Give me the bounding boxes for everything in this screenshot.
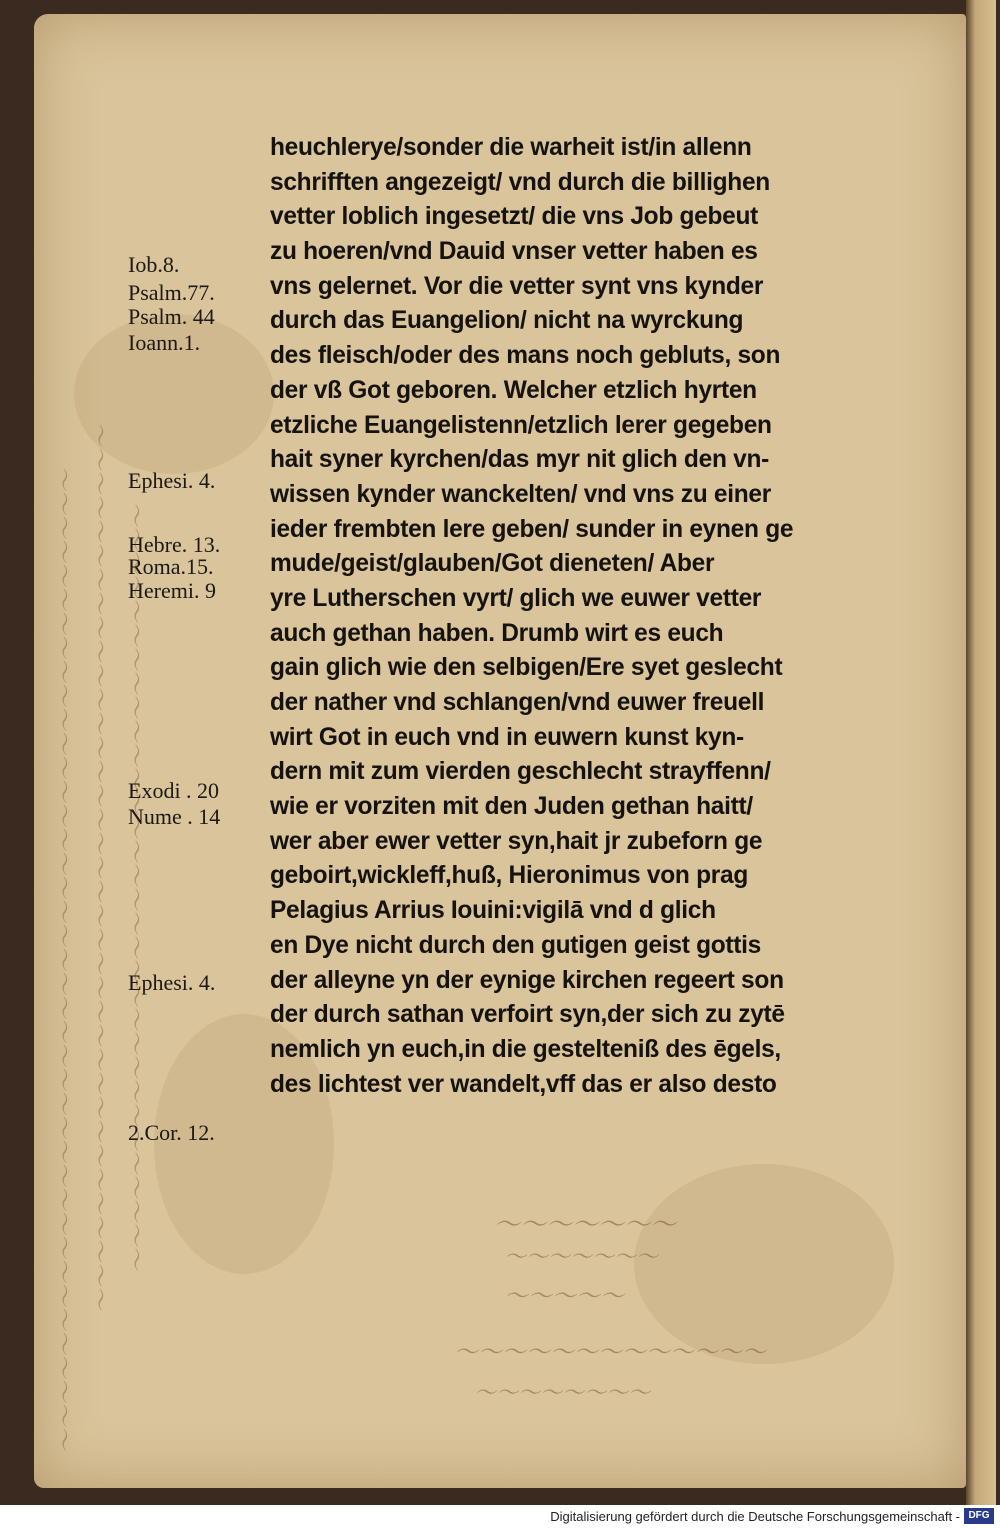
body-text — [270, 130, 882, 1101]
handwritten-bottom-annotation: ～～～～～ — [504, 1282, 624, 1310]
text-line: wer aber ewer vetter syn,hait jr zubeforn ge — [270, 826, 763, 855]
text-line: schrifften angezeigt/ vnd durch die billighen — [270, 167, 770, 196]
margin-note: Psalm.77. — [128, 280, 215, 305]
text-line: des lichtest ver wandelt,vff das er also desto — [270, 1069, 777, 1098]
text-line: hait syner kyrchen/das myr nit glich den vn- — [270, 445, 770, 474]
text-line: etzliche Euangelistenn/etzlich lerer gegeben — [270, 410, 772, 439]
text-line: geboirt,wickleff,huß, Hieronimus von prag — [270, 861, 748, 890]
handwritten-bottom-annotation: ～～～～～～～ — [504, 1245, 659, 1270]
margin-note: 2.Cor. 12. — [128, 1120, 215, 1145]
handwritten-bottom-annotation: ～～～～～～～～ — [474, 1381, 651, 1406]
footer-bar — [0, 1505, 1000, 1529]
margin-note: Hebre. 13. — [128, 532, 221, 557]
dfg-logo[interactable]: DFG — [964, 1508, 994, 1524]
text-line: der nather vnd schlangen/vnd euwer freuell — [270, 688, 765, 716]
text-line: wie er vorziten mit den Juden gethan haitt/ — [270, 792, 753, 821]
margin-note: Ephesi. 4. — [128, 468, 216, 493]
text-line: en Dye nicht durch den gutigen geist gottis — [270, 930, 762, 959]
text-line: der durch sathan verfoirt syn,der sich zu zytē — [270, 1000, 785, 1029]
margin-note: Exodi . 20 — [128, 778, 220, 803]
margin-note: Heremi. 9 — [128, 578, 216, 603]
margin-note: Ephesi. 4. — [128, 970, 216, 995]
facing-page-edge — [966, 0, 996, 1505]
text-line: wirt Got in euch vnd in euwern kunst kyn- — [270, 722, 744, 751]
handwritten-margin-annotation: ～～～～～～～～～～～～～～～～～～～～～～～～～～～～～～～～～～～～～～～～～ — [52, 470, 80, 1454]
text-line: Pelagius Arrius Iouini:vigilā vnd d glich — [270, 896, 716, 925]
margin-note: Iob.8. — [128, 252, 180, 277]
text-line: ieder frembten lere geben/ sunder in eynen ge — [270, 514, 794, 543]
text-line: des fleisch/oder des mans noch gebluts, son — [270, 341, 781, 370]
text-line: yre Lutherschen vyrt/ glich we euwer vetter — [270, 583, 762, 612]
text-line: der alleyne yn der eynige kirchen regeert son — [270, 965, 784, 994]
text-line: durch das Euangelion/ nicht na wyrckung — [270, 306, 744, 335]
handwritten-margin-annotation: ～～～～～～～～～～～～～～～～～～～～～～～～～～～～～～～～ — [124, 506, 152, 1274]
text-line: heuchlerye/sonder die warheit ist/in allenn — [270, 133, 752, 161]
handwritten-bottom-annotation: ～～～～～～～ — [494, 1210, 677, 1240]
text-line: vns gelernet. Vor die vetter synt vns kynder — [270, 271, 764, 300]
funding-credit: Digitalisierung gefördert durch die Deutsche Forschungsgemeinschaft - — [550, 1509, 960, 1524]
margin-notes — [128, 244, 268, 1224]
handwritten-margin-annotation: ～～～～～～～～～～～～～～～～～～～～～～～～～～～～～～～～～～～～～ — [88, 426, 116, 1314]
text-line: mude/geist/glauben/Got dieneten/ Aber — [270, 549, 715, 578]
text-line: gain glich wie den selbigen/Ere syet geslecht — [270, 653, 783, 682]
margin-note: Psalm. 44 — [128, 304, 215, 329]
text-line: dern mit zum vierden geschlecht strayffenn/ — [270, 757, 771, 786]
text-line: wissen kynder wanckelten/ vnd vns zu einer — [270, 479, 771, 508]
margin-note: Roma.15. — [128, 554, 214, 579]
handwritten-bottom-annotation: ～～～～～～～～～～～～～ — [454, 1338, 766, 1366]
text-line: zu hoeren/vnd Dauid vnser vetter haben es — [270, 237, 758, 266]
margin-note: Nume . 14 — [128, 804, 221, 829]
text-line: auch gethan haben. Drumb wirt es euch — [270, 618, 724, 647]
text-line: der vß Got geboren. Welcher etzlich hyrten — [270, 375, 757, 404]
text-line: nemlich yn euch,in die gestelteniß des ēgels, — [270, 1034, 781, 1063]
text-line: vetter loblich ingesetzt/ die vns Job gebeut — [270, 202, 759, 231]
margin-note: Ioann.1. — [128, 330, 201, 355]
